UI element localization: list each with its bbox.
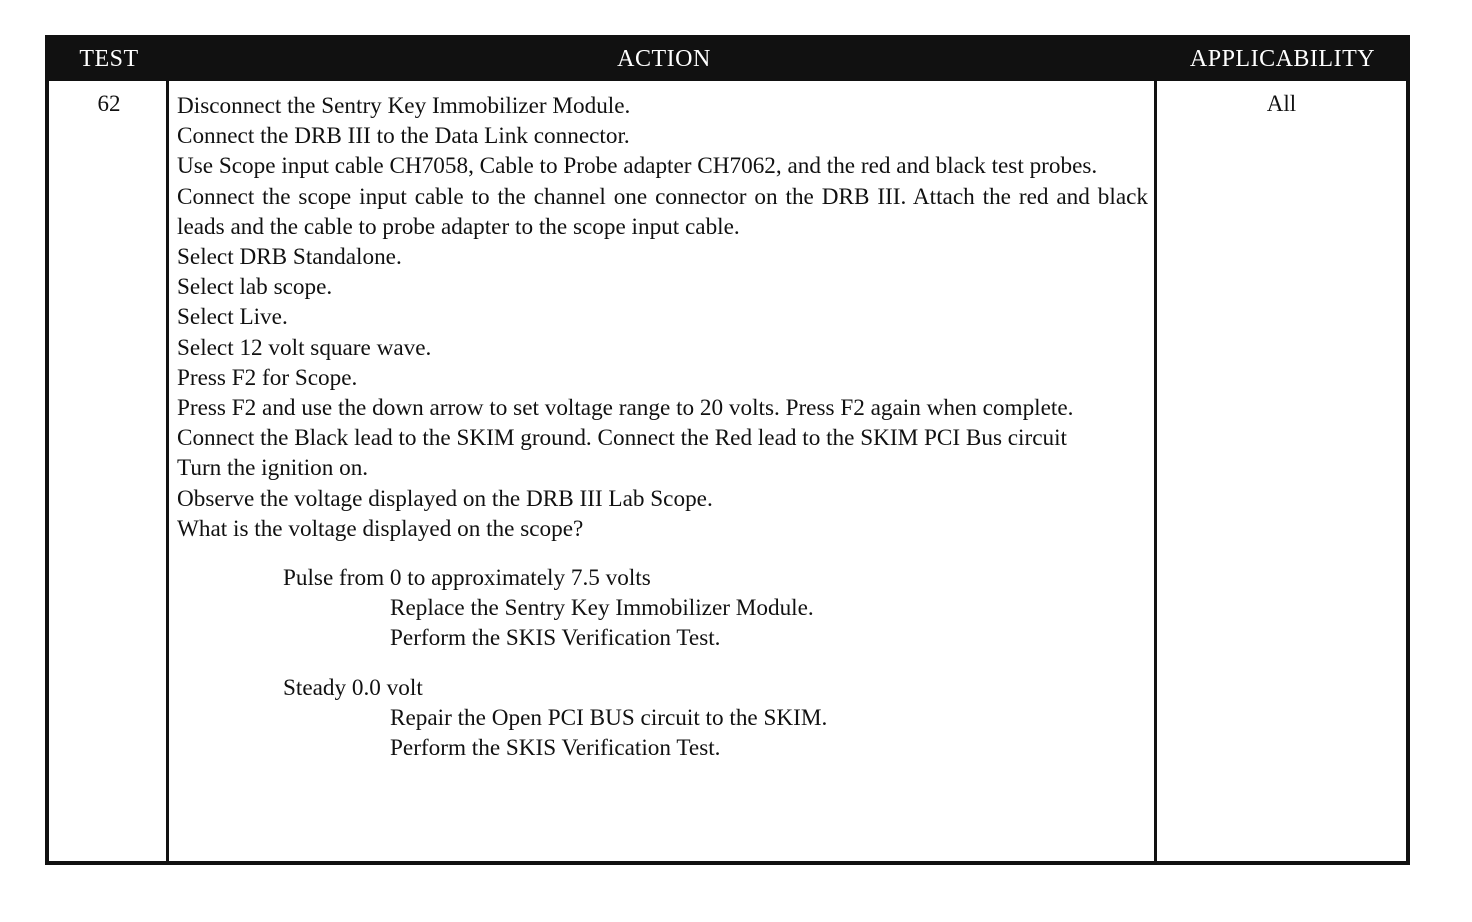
outcome-condition: Steady 0.0 volt: [283, 674, 423, 701]
action-cell: [177, 91, 1148, 763]
outcome-action: Perform the SKIS Verification Test.: [390, 625, 721, 652]
action-step: Disconnect the Sentry Key Immobilizer Module.: [177, 93, 631, 119]
action-step: Connect the scope input cable to the channel one connector on the DRB III. Attach the red and black leads and the cable to probe adapter to the scope input cable.: [177, 183, 1148, 240]
header-action: ACTION: [617, 46, 711, 72]
action-step: Select DRB Standalone.: [177, 244, 402, 271]
header-applicability: APPLICABILITY: [1189, 46, 1376, 72]
table-header-row: [49, 39, 1406, 81]
action-step: Use Scope input cable CH7058, Cable to Probe adapter CH7062, and the red and black test probes.: [177, 153, 1098, 180]
test-number: 62: [97, 91, 121, 116]
action-step: Press F2 for Scope.: [177, 364, 358, 391]
action-step: Select lab scope.: [177, 274, 333, 301]
outcome-action: Perform the SKIS Verification Test.: [390, 735, 721, 762]
outcome-action: Replace the Sentry Key Immobilizer Module.: [390, 595, 814, 622]
column-divider: [1154, 81, 1157, 861]
diagnostic-test-table: [45, 35, 1410, 865]
action-step: Turn the ignition on.: [177, 455, 369, 482]
action-step: Press F2 and use the down arrow to set voltage range to 20 volts. Press F2 again when complete.: [177, 395, 1074, 422]
action-step: What is the voltage displayed on the scope?: [177, 515, 584, 542]
applicability-value: All: [1266, 91, 1297, 116]
outcome-action: Repair the Open PCI BUS circuit to the SKIM.: [390, 704, 828, 731]
outcome-pulse: [177, 563, 1148, 654]
action-step: Connect the DRB III to the Data Link connector.: [177, 123, 630, 150]
action-step: Select 12 volt square wave.: [177, 334, 432, 361]
action-step: Connect the Black lead to the SKIM ground. Connect the Red lead to the SKIM PCI Bus circuit: [177, 425, 1067, 452]
header-test: TEST: [79, 46, 139, 72]
outcome-condition: Pulse from 0 to approximately 7.5 volts: [283, 565, 651, 592]
column-divider: [166, 81, 169, 861]
action-step: Observe the voltage displayed on the DRB III Lab Scope.: [177, 485, 713, 512]
outcome-steady: [177, 673, 1148, 764]
action-step: Select Live.: [177, 304, 288, 331]
